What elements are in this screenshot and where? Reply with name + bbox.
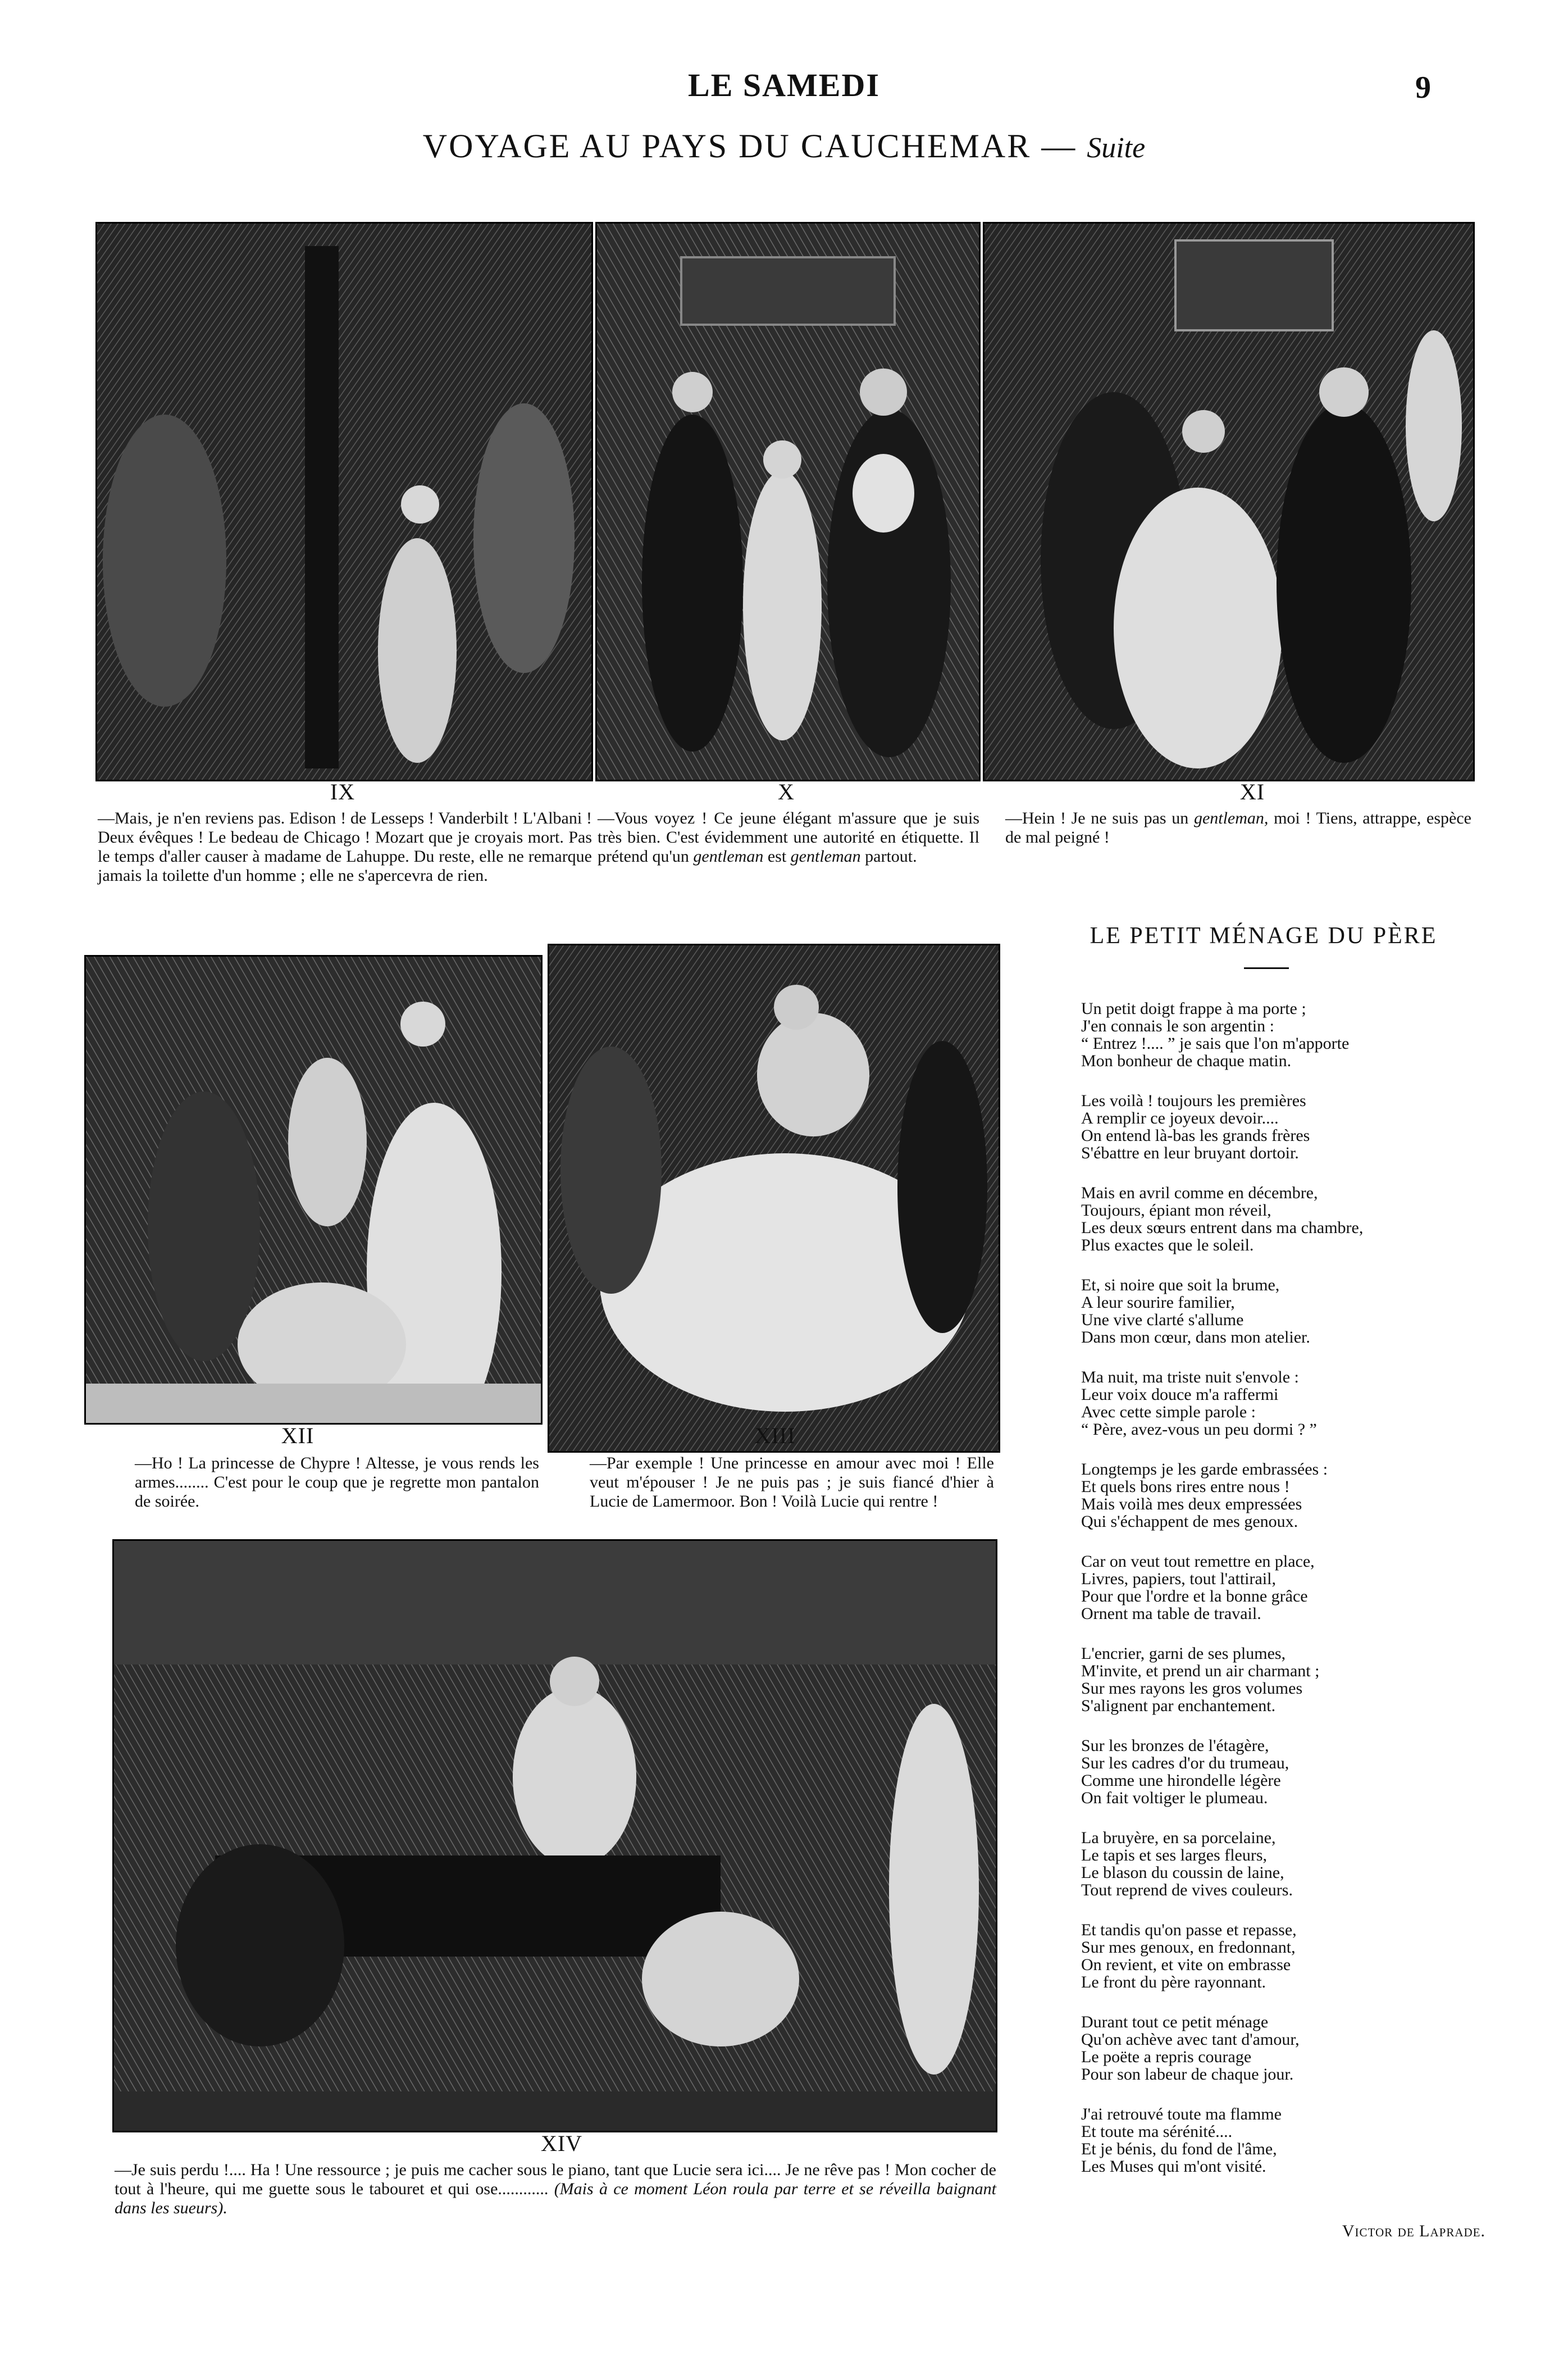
poem-line: La bruyère, en sa porcelaine,	[1081, 1829, 1276, 1847]
serial-suffix: Suite	[1087, 132, 1146, 164]
panel-numeral-xiii: XIII	[754, 1423, 796, 1448]
poem-line: Livres, papiers, tout l'attirail,	[1081, 1570, 1276, 1588]
poem-line: Tout reprend de vives couleurs.	[1081, 1881, 1293, 1899]
poem-line: S'ébattre en leur bruyant dortoir.	[1081, 1144, 1299, 1162]
poem-line: Les Muses qui m'ont visité.	[1081, 2157, 1266, 2176]
poem-line: Mon bonheur de chaque matin.	[1081, 1052, 1292, 1070]
journal-masthead: LE SAMEDI	[688, 67, 880, 103]
poem-line: Le blason du coussin de laine,	[1081, 1863, 1284, 1882]
poem-stanza	[1081, 1092, 1474, 1162]
poem-stanza	[1081, 2013, 1474, 2083]
caption-xi-text-1: —Hein ! Je ne suis pas un	[1005, 809, 1194, 827]
poem-line: Le poëte a repris courage	[1081, 2048, 1252, 2066]
poem-line: Sur les cadres d'or du trumeau,	[1081, 1754, 1289, 1772]
illustration-xi	[983, 222, 1475, 781]
poem-stanza	[1081, 1645, 1474, 1714]
poem-line: Pour que l'ordre et la bonne grâce	[1081, 1587, 1308, 1605]
poem-line: On fait voltiger le plumeau.	[1081, 1789, 1268, 1807]
serial-title	[0, 127, 1568, 172]
caption-x-text-1: —Vous voyez ! Ce jeune élégant m'assure que je suis très bien. C'est évidemment une autorité en étiquette. Il prétend qu'un	[598, 809, 979, 866]
poem-stanza	[1081, 1000, 1474, 1070]
panel-numeral-xiv: XIV	[540, 2131, 583, 2156]
poem-line: Et, si noire que soit la brume,	[1081, 1276, 1280, 1294]
poem-line: Durant tout ce petit ménage	[1081, 2013, 1269, 2031]
poem-title-rule	[1244, 967, 1289, 969]
poem-line: A leur sourire familier,	[1081, 1293, 1235, 1312]
poem-line: Qui s'échappent de mes genoux.	[1081, 1512, 1298, 1531]
poem-stanza	[1081, 1737, 1474, 1807]
poem-line: Et je bénis, du fond de l'âme,	[1081, 2140, 1277, 2158]
poem-line: Avec cette simple parole :	[1081, 1403, 1256, 1421]
poem-line: M'invite, et prend un air charmant ;	[1081, 1662, 1320, 1680]
panel-caption-xiii: —Par exemple ! Une princesse en amour avec moi ! Elle veut m'épouser ! Je ne puis pas ; je suis fiancé d'hier à Lucie de Lamermoor. Bon ! Voilà Lucie qui rentre !	[590, 1454, 994, 1511]
poem-line: Le tapis et ses larges fleurs,	[1081, 1846, 1268, 1864]
caption-xiv-italic: (Mais à ce moment Léon roula par terre et se réveilla baignant dans les sueurs).	[115, 2180, 997, 2217]
poem-stanza	[1081, 1553, 1474, 1622]
poem-line: Sur mes genoux, en fredonnant,	[1081, 1938, 1296, 1957]
poem-line: On revient, et vite on embrasse	[1081, 1955, 1291, 1974]
poem-title: LE PETIT MÉNAGE DU PÈRE	[1090, 923, 1438, 949]
caption-xi-text-2: moi ! Tiens, attrappe, espèce de mal peigné !	[1005, 809, 1471, 847]
poem-stanza	[1081, 1368, 1474, 1438]
panel-numeral-xii: XII	[281, 1423, 314, 1448]
poem-stanza	[1081, 2105, 1474, 2175]
panel-numeral-ix: IX	[330, 779, 355, 804]
caption-x-text-3: partout.	[860, 847, 917, 866]
poem-line: Dans mon cœur, dans mon atelier.	[1081, 1328, 1310, 1347]
poem-line: Ornent ma table de travail.	[1081, 1604, 1261, 1623]
poem-stanza	[1081, 1921, 1474, 1991]
poem-line: Comme une hirondelle légère	[1081, 1771, 1281, 1790]
poem-line: A remplir ce joyeux devoir....	[1081, 1109, 1279, 1127]
poem-stanza	[1081, 1829, 1474, 1899]
panel-caption-ix: —Mais, je n'en reviens pas. Edison ! de Lesseps ! Vanderbilt ! L'Albani ! Deux évêques ! Le bedeau de Chicago ! Mozart que je croyais mort. Pas le temps d'aller causer à madame de Lahuppe. Du reste, elle ne remarque jamais la toilette d'un homme ; elle ne s'apercevra de rien.	[98, 809, 592, 885]
panel-caption-x	[598, 809, 979, 866]
poem-line: Un petit doigt frappe à ma porte ;	[1081, 999, 1306, 1018]
poem-line: Mais voilà mes deux empressées	[1081, 1495, 1302, 1513]
poem-line: Toujours, épiant mon réveil,	[1081, 1201, 1271, 1220]
poem-line: Longtemps je les garde embrassées :	[1081, 1460, 1328, 1479]
illustration-ix	[95, 222, 593, 781]
illustration-xiv	[112, 1539, 997, 2132]
poem-stanza	[1081, 1461, 1474, 1530]
poem-line: Les voilà ! toujours les premières	[1081, 1091, 1306, 1110]
illustration-x	[595, 222, 981, 781]
poem-line: Et quels bons rires entre nous !	[1081, 1477, 1290, 1496]
poem-line: On entend là-bas les grands frères	[1081, 1126, 1310, 1145]
poem-body	[1081, 1000, 1474, 2198]
poem-line: Les deux sœurs entrent dans ma chambre,	[1081, 1218, 1364, 1237]
serial-title-text: VOYAGE AU PAYS DU CAUCHEMAR —	[422, 128, 1077, 165]
page-number: 9	[1415, 70, 1431, 105]
poem-line: “ Père, avez-vous un peu dormi ? ”	[1081, 1420, 1317, 1439]
poem-signature: Victor de Laprade.	[1342, 2222, 1485, 2240]
panel-caption-xi	[1005, 809, 1471, 847]
poem-line: Qu'on achève avec tant d'amour,	[1081, 2030, 1300, 2049]
caption-x-italic-1: gentleman	[693, 847, 764, 866]
poem-line: “ Entrez !.... ” je sais que l'on m'apporte	[1081, 1034, 1350, 1053]
caption-x-italic-2: gentleman	[790, 847, 861, 866]
poem-line: Pour son labeur de chaque jour.	[1081, 2065, 1294, 2084]
panel-caption-xiv	[115, 2161, 996, 2218]
poem-line: Le front du père rayonnant.	[1081, 1973, 1266, 1991]
poem-line: Ma nuit, ma triste nuit s'envole :	[1081, 1368, 1299, 1386]
poem-stanza	[1081, 1276, 1474, 1346]
poem-line: Mais en avril comme en décembre,	[1081, 1184, 1318, 1202]
poem-stanza	[1081, 1184, 1474, 1254]
poem-line: Sur mes rayons les gros volumes	[1081, 1679, 1303, 1698]
poem-line: Et toute ma sérénité....	[1081, 2122, 1233, 2141]
caption-xiv-text: —Je suis perdu !.... Ha ! Une ressource ; je puis me cacher sous le piano, tant que Lucie sera ici.... Je ne rêve pas ! Mon cocher de tout à l'heure, qui me guette sous le tabouret et qui ose............	[115, 2161, 996, 2198]
illustration-xiii	[548, 944, 1000, 1453]
caption-xi-italic: gentleman,	[1193, 809, 1269, 827]
poem-line: Car on veut tout remettre en place,	[1081, 1552, 1315, 1571]
poem-line: Sur les bronzes de l'étagère,	[1081, 1736, 1269, 1755]
illustration-xii	[84, 955, 543, 1425]
panel-numeral-xi: XI	[1239, 779, 1265, 804]
poem-line: Une vive clarté s'allume	[1081, 1311, 1244, 1329]
poem-line: L'encrier, garni de ses plumes,	[1081, 1644, 1286, 1663]
poem-line: J'en connais le son argentin :	[1081, 1017, 1274, 1035]
poem-line: S'alignent par enchantement.	[1081, 1696, 1276, 1715]
poem-line: Et tandis qu'on passe et repasse,	[1081, 1921, 1297, 1939]
poem-line: Plus exactes que le soleil.	[1081, 1236, 1254, 1254]
poem-line: J'ai retrouvé toute ma flamme	[1081, 2105, 1282, 2123]
caption-x-text-2: est	[763, 847, 791, 866]
panel-caption-xii: —Ho ! La princesse de Chypre ! Altesse, je vous rends les armes........ C'est pour le coup que je regrette mon pantalon de soirée.	[135, 1454, 539, 1511]
poem-line: Leur voix douce m'a raffermi	[1081, 1385, 1279, 1404]
panel-numeral-x: X	[778, 779, 795, 804]
